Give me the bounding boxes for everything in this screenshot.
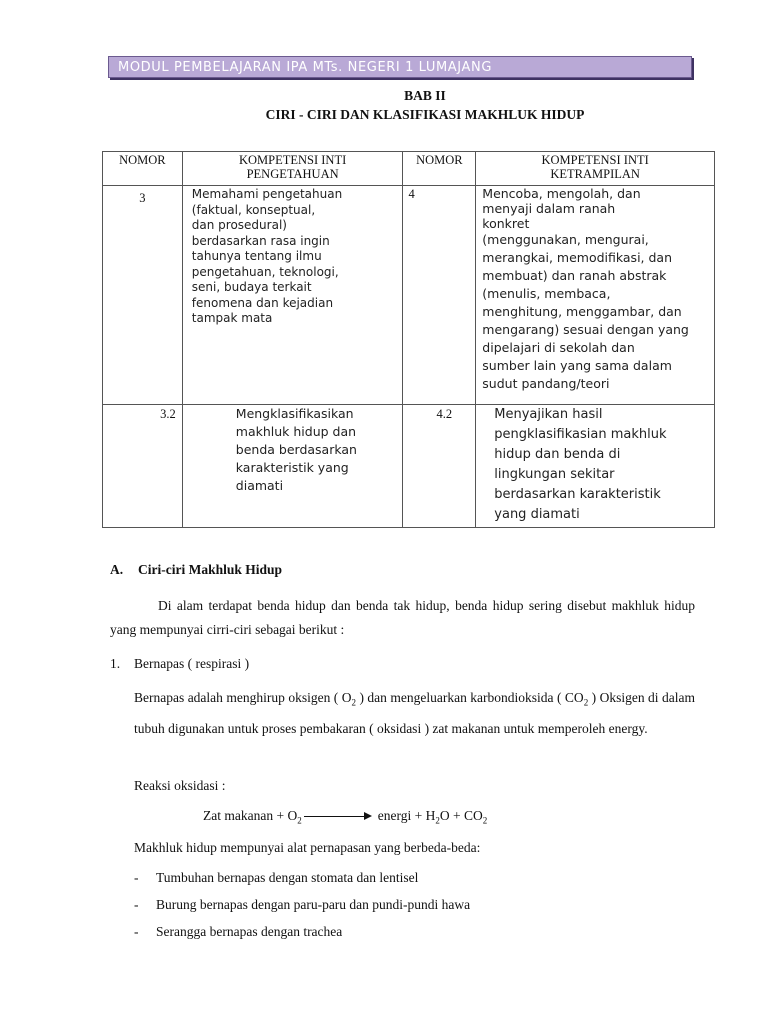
row2-left-line: Mengklasifikasikan xyxy=(235,406,354,421)
row2-left-line: makhluk hidup dan xyxy=(235,424,357,439)
row1-right-line: (menulis, membaca, xyxy=(482,286,611,301)
header-nomor-2: NOMOR xyxy=(403,152,476,186)
list-item xyxy=(134,897,470,924)
row1-right-line: menyaji dalam ranah xyxy=(482,201,616,216)
desc-part-c: ) Oksigen di dalam tubuh digunakan untuk proses pembakaran ( oksidasi ) zat makanan untuk memperoleh energy. xyxy=(134,690,696,736)
table-row xyxy=(103,186,715,405)
list-item-text: Burung bernapas dengan paru-paru dan pundi-pundi hawa xyxy=(156,897,471,912)
row2-right-line: pengklasifikasian makhluk xyxy=(494,427,667,442)
row1-right-line: merangkai, memodifikasi, dan xyxy=(482,250,673,265)
row2-nomor-right xyxy=(403,405,476,528)
row1-ketrampilan-cell xyxy=(476,186,715,405)
row2-ketrampilan-cell xyxy=(476,405,715,528)
row1-nomor-right xyxy=(403,186,476,405)
row2-left-line: karakteristik yang xyxy=(235,460,349,475)
row2-left-line: benda berdasarkan xyxy=(235,442,357,457)
item1-description xyxy=(134,685,695,742)
row1-right-line: menghitung, menggambar, dan xyxy=(482,304,682,319)
row1-right-line: mengarang) sesuai dengan yang xyxy=(482,322,689,337)
reaction-arrow-icon xyxy=(304,812,372,822)
desc-sub-a: 2 xyxy=(351,697,356,708)
row1-right-line: konkret xyxy=(482,216,530,231)
oxidation-equation xyxy=(203,808,487,826)
bullet-marker: - xyxy=(134,870,139,885)
row2-right-line: hidup dan benda di xyxy=(494,447,621,462)
header-kompetensi-pengetahuan: KOMPETENSI INTI PENGETAHUAN xyxy=(182,152,403,186)
row2-num-right: 4.2 xyxy=(436,407,453,421)
row1-right-line: sumber lain yang sama dalam xyxy=(482,358,672,373)
desc-part-b: ) dan mengeluarkan karbondioksida ( CO xyxy=(355,690,584,705)
item1-title: Bernapas ( respirasi ) xyxy=(134,656,250,671)
row2-right-line: yang diamati xyxy=(494,507,580,522)
row1-num-right: 4 xyxy=(408,187,415,201)
equation-lhs-sub: 2 xyxy=(297,815,302,826)
row1-nomor-left xyxy=(103,186,183,405)
table-row xyxy=(103,405,715,528)
list-item-text: Serangga bernapas dengan trachea xyxy=(156,924,343,939)
header-nomor-1: NOMOR xyxy=(103,152,183,186)
list-item xyxy=(134,924,470,951)
row1-num-left: 3 xyxy=(139,191,146,205)
list-item xyxy=(134,870,470,897)
chapter-number: BAB II xyxy=(404,88,446,103)
row1-left-line: tahunya tentang ilmu xyxy=(191,249,322,263)
reaction-label: Reaksi oksidasi : xyxy=(134,778,226,793)
section-a-heading xyxy=(110,562,282,578)
row1-right-line: (menggunakan, mengurai, xyxy=(482,232,649,247)
chapter-title: CIRI - CIRI DAN KLASIFIKASI MAKHLUK HIDUP xyxy=(265,107,585,122)
list-item-text: Tumbuhan bernapas dengan stomata dan lentisel xyxy=(156,870,419,885)
section-a-letter: A. xyxy=(110,562,124,577)
row1-left-line: dan prosedural) xyxy=(191,218,287,232)
row1-pengetahuan-cell xyxy=(182,186,403,405)
row1-right-line: sudut pandang/teori xyxy=(482,376,610,391)
row2-left-line: diamati xyxy=(235,478,284,493)
module-header-bar xyxy=(108,56,692,78)
row1-right-line: membuat) dan ranah abstrak xyxy=(482,268,667,283)
kompetensi-table xyxy=(102,151,715,528)
desc-sub-b: 2 xyxy=(583,697,589,708)
row1-left-line: pengetahuan, teknologi, xyxy=(191,264,339,279)
row2-right-line: lingkungan sekitar xyxy=(494,467,615,482)
row1-right-line: dipelajari di sekolah dan xyxy=(482,340,635,355)
equation-lhs: Zat makanan + O xyxy=(203,808,298,823)
row2-right-line: berdasarkan karakteristik xyxy=(494,487,661,502)
row1-right-line: Mencoba, mengolah, dan xyxy=(482,186,641,201)
bullet-marker: - xyxy=(134,924,139,939)
row2-right-line: Menyajikan hasil xyxy=(494,407,603,422)
header-kompetensi-ketrampilan: KOMPETENSI INTI KETRAMPILAN xyxy=(476,152,715,186)
equation-rhs-b: O + CO xyxy=(439,808,483,823)
equation-rhs-a: energi + H xyxy=(377,808,436,823)
row1-left-line: fenomena dan kejadian xyxy=(191,295,334,310)
section-a-title: Ciri-ciri Makhluk Hidup xyxy=(138,562,283,577)
item1-heading xyxy=(110,656,249,672)
intro-text: Di alam terdapat benda hidup dan benda tak hidup, benda hidup sering disebut makhluk hidup yang mempunyai cirri-ciri sebagai berikut : xyxy=(110,598,695,637)
equation-rhs-sub-a: 2 xyxy=(435,815,440,826)
row1-left-line: berdasarkan rasa ingin xyxy=(191,233,330,248)
row1-left-line: seni, budaya terkait xyxy=(191,280,312,294)
intro-paragraph xyxy=(110,594,695,642)
module-title: MODUL PEMBELAJARAN IPA MTs. NEGERI 1 LUMAJANG xyxy=(118,60,492,75)
row1-left-line: Memahami pengetahuan xyxy=(191,187,343,201)
equation-rhs-sub-b: 2 xyxy=(482,815,488,826)
organs-list xyxy=(134,870,470,951)
organs-intro: Makhluk hidup mempunyai alat pernapasan yang berbeda-beda: xyxy=(134,840,481,855)
row2-pengetahuan-cell xyxy=(182,405,403,528)
table-header-row xyxy=(103,152,715,186)
row2-num-left: 3.2 xyxy=(160,407,176,421)
row1-left-line: tampak mata xyxy=(191,311,273,325)
row1-left-line: (faktual, konseptual, xyxy=(191,202,316,217)
row2-nomor-left xyxy=(103,405,183,528)
item1-number: 1. xyxy=(110,656,121,671)
desc-part-a: Bernapas adalah menghirup oksigen ( O xyxy=(134,690,352,705)
bullet-marker: - xyxy=(134,897,139,912)
